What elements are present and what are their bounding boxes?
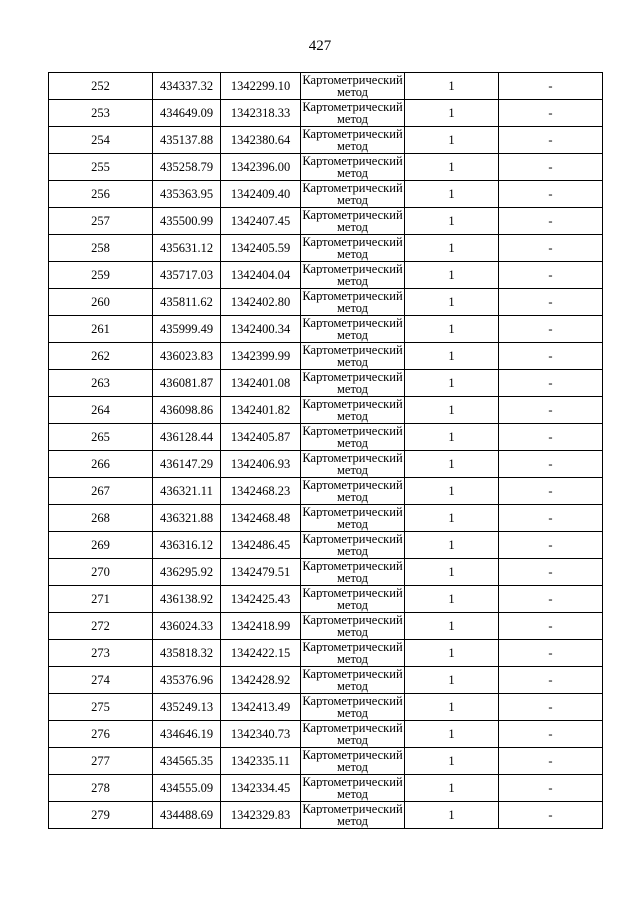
method-line-1: Картометрический (302, 397, 403, 411)
point-number-cell: 269 (49, 532, 153, 559)
method-line-1: Картометрический (302, 316, 403, 330)
table-body (49, 73, 603, 829)
x-coordinate-cell: 434555.09 (153, 775, 221, 802)
accuracy-cell: 1 (405, 262, 499, 289)
method-line-1: Картометрический (302, 262, 403, 276)
table-row (49, 181, 603, 208)
x-coordinate-cell: 436138.92 (153, 586, 221, 613)
accuracy-cell: 1 (405, 370, 499, 397)
y-coordinate-cell: 1342335.11 (221, 748, 301, 775)
note-cell: - (499, 586, 603, 613)
table-row (49, 343, 603, 370)
table-row (49, 478, 603, 505)
accuracy-cell: 1 (405, 802, 499, 829)
x-coordinate-cell: 434649.09 (153, 100, 221, 127)
point-number-cell: 277 (49, 748, 153, 775)
method-cell (301, 343, 405, 370)
note-cell: - (499, 208, 603, 235)
method-line-1: Картометрический (302, 532, 403, 546)
method-line-2: метод (336, 328, 368, 342)
y-coordinate-cell: 1342400.34 (221, 316, 301, 343)
y-coordinate-cell: 1342428.92 (221, 667, 301, 694)
method-line-1: Картометрический (302, 694, 403, 708)
method-cell (301, 478, 405, 505)
method-line-1: Картометрический (302, 505, 403, 519)
method-cell (301, 559, 405, 586)
method-line-1: Картометрический (302, 748, 403, 762)
method-line-2: метод (336, 193, 368, 207)
method-line-1: Картометрический (302, 73, 403, 87)
method-line-2: метод (336, 733, 368, 747)
method-line-2: метод (336, 112, 368, 126)
y-coordinate-cell: 1342407.45 (221, 208, 301, 235)
method-line-2: метод (336, 571, 368, 585)
x-coordinate-cell: 435363.95 (153, 181, 221, 208)
method-cell (301, 262, 405, 289)
method-line-1: Картометрический (302, 559, 403, 573)
method-line-2: метод (336, 760, 368, 774)
method-cell (301, 424, 405, 451)
x-coordinate-cell: 436295.92 (153, 559, 221, 586)
table-row (49, 802, 603, 829)
y-coordinate-cell: 1342399.99 (221, 343, 301, 370)
method-cell (301, 370, 405, 397)
method-cell (301, 154, 405, 181)
coordinates-table (48, 72, 603, 829)
method-line-2: метод (336, 679, 368, 693)
x-coordinate-cell: 435258.79 (153, 154, 221, 181)
y-coordinate-cell: 1342334.45 (221, 775, 301, 802)
point-number-cell: 271 (49, 586, 153, 613)
note-cell: - (499, 100, 603, 127)
table-row (49, 505, 603, 532)
table-row (49, 640, 603, 667)
point-number-cell: 268 (49, 505, 153, 532)
method-line-2: метод (336, 706, 368, 720)
method-line-1: Картометрический (302, 289, 403, 303)
method-line-2: метод (336, 301, 368, 315)
table-row (49, 262, 603, 289)
note-cell: - (499, 235, 603, 262)
method-line-1: Картометрический (302, 127, 403, 141)
note-cell: - (499, 694, 603, 721)
method-line-2: метод (336, 463, 368, 477)
note-cell: - (499, 640, 603, 667)
method-cell (301, 208, 405, 235)
method-cell (301, 289, 405, 316)
x-coordinate-cell: 436023.83 (153, 343, 221, 370)
note-cell: - (499, 127, 603, 154)
y-coordinate-cell: 1342405.87 (221, 424, 301, 451)
accuracy-cell: 1 (405, 505, 499, 532)
method-line-1: Картометрический (302, 640, 403, 654)
accuracy-cell: 1 (405, 586, 499, 613)
y-coordinate-cell: 1342413.49 (221, 694, 301, 721)
method-line-2: метод (336, 355, 368, 369)
accuracy-cell: 1 (405, 316, 499, 343)
x-coordinate-cell: 434337.32 (153, 73, 221, 100)
table-row (49, 127, 603, 154)
point-number-cell: 256 (49, 181, 153, 208)
accuracy-cell: 1 (405, 775, 499, 802)
method-cell (301, 667, 405, 694)
method-cell (301, 721, 405, 748)
x-coordinate-cell: 435999.49 (153, 316, 221, 343)
point-number-cell: 275 (49, 694, 153, 721)
table-row (49, 370, 603, 397)
y-coordinate-cell: 1342468.48 (221, 505, 301, 532)
method-cell (301, 586, 405, 613)
x-coordinate-cell: 435631.12 (153, 235, 221, 262)
accuracy-cell: 1 (405, 451, 499, 478)
method-line-1: Картометрический (302, 721, 403, 735)
y-coordinate-cell: 1342380.64 (221, 127, 301, 154)
table-row (49, 532, 603, 559)
y-coordinate-cell: 1342406.93 (221, 451, 301, 478)
note-cell: - (499, 775, 603, 802)
method-line-1: Картометрический (302, 370, 403, 384)
method-line-1: Картометрический (302, 586, 403, 600)
method-line-1: Картометрический (302, 343, 403, 357)
note-cell: - (499, 181, 603, 208)
y-coordinate-cell: 1342418.99 (221, 613, 301, 640)
note-cell: - (499, 451, 603, 478)
note-cell: - (499, 370, 603, 397)
method-cell (301, 127, 405, 154)
accuracy-cell: 1 (405, 208, 499, 235)
point-number-cell: 254 (49, 127, 153, 154)
table-row (49, 208, 603, 235)
x-coordinate-cell: 435500.99 (153, 208, 221, 235)
method-cell (301, 505, 405, 532)
point-number-cell: 273 (49, 640, 153, 667)
x-coordinate-cell: 435717.03 (153, 262, 221, 289)
method-cell (301, 100, 405, 127)
y-coordinate-cell: 1342329.83 (221, 802, 301, 829)
y-coordinate-cell: 1342425.43 (221, 586, 301, 613)
accuracy-cell: 1 (405, 181, 499, 208)
method-cell (301, 613, 405, 640)
table-row (49, 694, 603, 721)
note-cell: - (499, 343, 603, 370)
accuracy-cell: 1 (405, 73, 499, 100)
accuracy-cell: 1 (405, 667, 499, 694)
x-coordinate-cell: 434565.35 (153, 748, 221, 775)
method-line-1: Картометрический (302, 775, 403, 789)
x-coordinate-cell: 436098.86 (153, 397, 221, 424)
method-line-1: Картометрический (302, 181, 403, 195)
note-cell: - (499, 532, 603, 559)
note-cell: - (499, 667, 603, 694)
method-cell (301, 181, 405, 208)
table-row (49, 100, 603, 127)
method-cell (301, 316, 405, 343)
note-cell: - (499, 721, 603, 748)
table-row (49, 73, 603, 100)
x-coordinate-cell: 436128.44 (153, 424, 221, 451)
method-cell (301, 640, 405, 667)
point-number-cell: 263 (49, 370, 153, 397)
x-coordinate-cell: 436147.29 (153, 451, 221, 478)
note-cell: - (499, 316, 603, 343)
method-cell (301, 775, 405, 802)
note-cell: - (499, 154, 603, 181)
x-coordinate-cell: 436316.12 (153, 532, 221, 559)
method-cell (301, 451, 405, 478)
point-number-cell: 264 (49, 397, 153, 424)
table-row (49, 451, 603, 478)
method-line-2: метод (336, 598, 368, 612)
x-coordinate-cell: 435249.13 (153, 694, 221, 721)
method-line-1: Картометрический (302, 235, 403, 249)
point-number-cell: 276 (49, 721, 153, 748)
accuracy-cell: 1 (405, 748, 499, 775)
table-row (49, 667, 603, 694)
method-line-1: Картометрический (302, 478, 403, 492)
method-line-1: Картометрический (302, 451, 403, 465)
x-coordinate-cell: 434646.19 (153, 721, 221, 748)
accuracy-cell: 1 (405, 343, 499, 370)
table-row (49, 235, 603, 262)
method-line-1: Картометрический (302, 154, 403, 168)
method-line-2: метод (336, 544, 368, 558)
note-cell: - (499, 559, 603, 586)
method-cell (301, 73, 405, 100)
accuracy-cell: 1 (405, 289, 499, 316)
method-line-2: метод (336, 85, 368, 99)
x-coordinate-cell: 436321.11 (153, 478, 221, 505)
table-row (49, 397, 603, 424)
point-number-cell: 266 (49, 451, 153, 478)
table-row (49, 775, 603, 802)
method-line-2: метод (336, 625, 368, 639)
accuracy-cell: 1 (405, 235, 499, 262)
point-number-cell: 279 (49, 802, 153, 829)
accuracy-cell: 1 (405, 478, 499, 505)
table-row (49, 721, 603, 748)
table-row (49, 289, 603, 316)
table-row (49, 559, 603, 586)
y-coordinate-cell: 1342401.82 (221, 397, 301, 424)
point-number-cell: 257 (49, 208, 153, 235)
method-line-1: Картометрический (302, 208, 403, 222)
table-row (49, 316, 603, 343)
point-number-cell: 259 (49, 262, 153, 289)
table-row (49, 154, 603, 181)
y-coordinate-cell: 1342404.04 (221, 262, 301, 289)
table-row (49, 613, 603, 640)
x-coordinate-cell: 435818.32 (153, 640, 221, 667)
y-coordinate-cell: 1342422.15 (221, 640, 301, 667)
accuracy-cell: 1 (405, 559, 499, 586)
method-line-2: метод (336, 220, 368, 234)
accuracy-cell: 1 (405, 154, 499, 181)
point-number-cell: 262 (49, 343, 153, 370)
method-cell (301, 694, 405, 721)
point-number-cell: 261 (49, 316, 153, 343)
note-cell: - (499, 289, 603, 316)
accuracy-cell: 1 (405, 721, 499, 748)
x-coordinate-cell: 436024.33 (153, 613, 221, 640)
accuracy-cell: 1 (405, 127, 499, 154)
point-number-cell: 265 (49, 424, 153, 451)
method-cell (301, 397, 405, 424)
method-line-1: Картометрический (302, 613, 403, 627)
method-line-2: метод (336, 247, 368, 261)
method-line-2: метод (336, 517, 368, 531)
x-coordinate-cell: 435376.96 (153, 667, 221, 694)
table-row (49, 424, 603, 451)
y-coordinate-cell: 1342468.23 (221, 478, 301, 505)
x-coordinate-cell: 434488.69 (153, 802, 221, 829)
accuracy-cell: 1 (405, 424, 499, 451)
accuracy-cell: 1 (405, 100, 499, 127)
method-line-2: метод (336, 409, 368, 423)
method-line-2: метод (336, 436, 368, 450)
point-number-cell: 252 (49, 73, 153, 100)
accuracy-cell: 1 (405, 694, 499, 721)
note-cell: - (499, 802, 603, 829)
accuracy-cell: 1 (405, 613, 499, 640)
note-cell: - (499, 262, 603, 289)
y-coordinate-cell: 1342401.08 (221, 370, 301, 397)
method-cell (301, 235, 405, 262)
method-cell (301, 748, 405, 775)
y-coordinate-cell: 1342405.59 (221, 235, 301, 262)
y-coordinate-cell: 1342396.00 (221, 154, 301, 181)
y-coordinate-cell: 1342340.73 (221, 721, 301, 748)
note-cell: - (499, 748, 603, 775)
method-line-2: метод (336, 787, 368, 801)
point-number-cell: 258 (49, 235, 153, 262)
note-cell: - (499, 478, 603, 505)
x-coordinate-cell: 435137.88 (153, 127, 221, 154)
point-number-cell: 267 (49, 478, 153, 505)
page-number: 427 (308, 38, 332, 54)
y-coordinate-cell: 1342479.51 (221, 559, 301, 586)
table-row (49, 748, 603, 775)
y-coordinate-cell: 1342318.33 (221, 100, 301, 127)
method-cell (301, 802, 405, 829)
x-coordinate-cell: 435811.62 (153, 289, 221, 316)
point-number-cell: 253 (49, 100, 153, 127)
method-line-1: Картометрический (302, 802, 403, 816)
table-row (49, 586, 603, 613)
x-coordinate-cell: 436321.88 (153, 505, 221, 532)
method-cell (301, 532, 405, 559)
method-line-2: метод (336, 814, 368, 828)
note-cell: - (499, 424, 603, 451)
method-line-1: Картометрический (302, 424, 403, 438)
note-cell: - (499, 613, 603, 640)
y-coordinate-cell: 1342486.45 (221, 532, 301, 559)
point-number-cell: 260 (49, 289, 153, 316)
point-number-cell: 270 (49, 559, 153, 586)
point-number-cell: 274 (49, 667, 153, 694)
point-number-cell: 255 (49, 154, 153, 181)
accuracy-cell: 1 (405, 640, 499, 667)
method-line-1: Картометрический (302, 667, 403, 681)
method-line-1: Картометрический (302, 100, 403, 114)
accuracy-cell: 1 (405, 397, 499, 424)
point-number-cell: 278 (49, 775, 153, 802)
x-coordinate-cell: 436081.87 (153, 370, 221, 397)
method-line-2: метод (336, 382, 368, 396)
accuracy-cell: 1 (405, 532, 499, 559)
method-line-2: метод (336, 652, 368, 666)
method-line-2: метод (336, 274, 368, 288)
y-coordinate-cell: 1342402.80 (221, 289, 301, 316)
y-coordinate-cell: 1342299.10 (221, 73, 301, 100)
note-cell: - (499, 397, 603, 424)
method-line-2: метод (336, 139, 368, 153)
method-line-2: метод (336, 490, 368, 504)
point-number-cell: 272 (49, 613, 153, 640)
note-cell: - (499, 505, 603, 532)
y-coordinate-cell: 1342409.40 (221, 181, 301, 208)
method-line-2: метод (336, 166, 368, 180)
note-cell: - (499, 73, 603, 100)
